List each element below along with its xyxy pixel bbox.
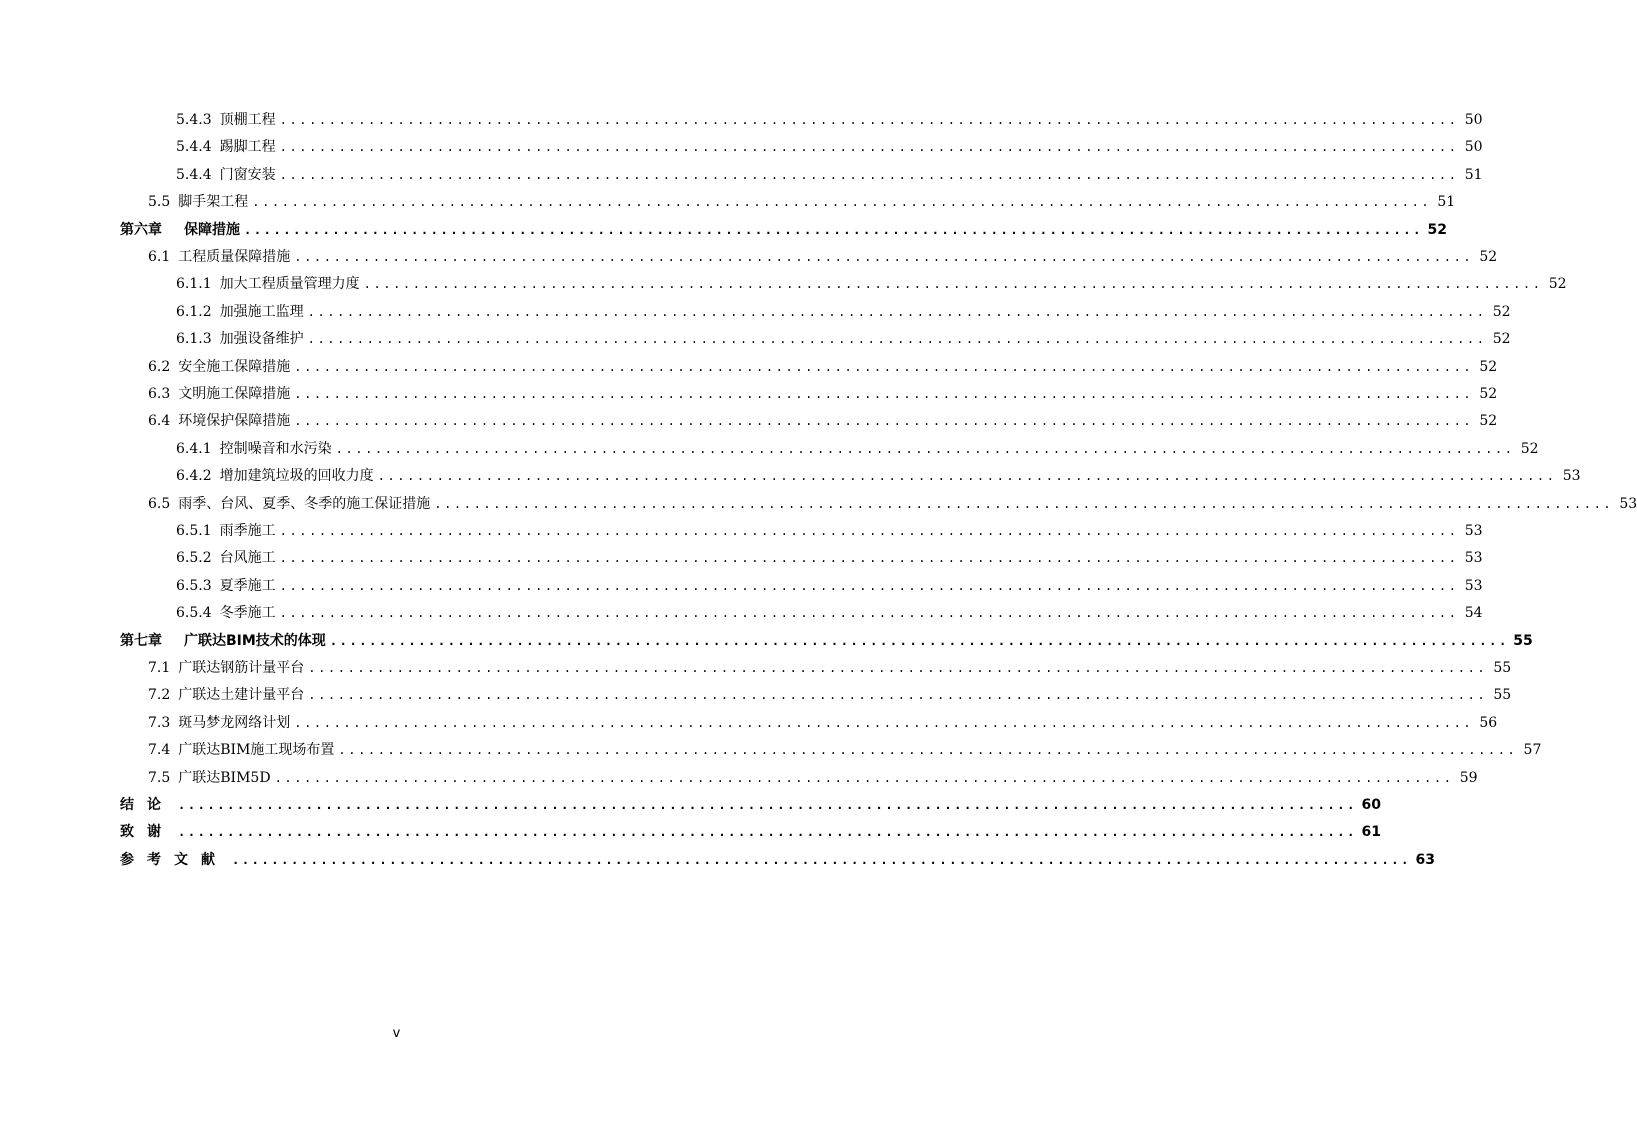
toc-entry-page: 53 <box>1464 523 1483 539</box>
toc-entry-page: 63 <box>1415 851 1435 868</box>
toc-dot-leader: ........................................................................................................................ <box>244 222 1423 237</box>
toc-entry-page: 55 <box>1493 660 1512 676</box>
toc-dot-leader: ........................................................................................................................ <box>279 551 1459 566</box>
toc-entry-page: 61 <box>1361 824 1381 841</box>
toc-entry-number: 6.1.3 <box>176 331 212 348</box>
toc-entry[interactable] <box>176 329 1511 349</box>
toc-entry-title: 踢脚工程 <box>219 139 276 156</box>
toc-dot-leader: ........................................................................................................................ <box>279 524 1459 538</box>
toc-entry-page: 52 <box>1479 386 1498 402</box>
toc-entry[interactable] <box>176 603 1483 623</box>
toc-entry-title: 广联达BIM施工现场布置 <box>178 742 335 759</box>
toc-entry-number: 第七章 <box>120 632 162 649</box>
toc-entry-number: 7.5 <box>148 769 171 786</box>
toc-entry-page: 59 <box>1459 769 1478 786</box>
toc-dot-leader: ........................................................................................................................ <box>178 798 1357 812</box>
toc-entry-number: 7.3 <box>148 714 171 731</box>
toc-entry-page: 52 <box>1548 276 1567 293</box>
toc-entry[interactable] <box>148 384 1498 404</box>
toc-dot-leader: ........................................................................................................................ <box>252 195 1432 210</box>
toc-entry[interactable] <box>148 658 1512 678</box>
toc-entry[interactable] <box>148 713 1498 733</box>
toc-entry-page: 52 <box>1520 440 1539 457</box>
toc-dot-leader: ........................................................................................................................ <box>308 661 1488 675</box>
toc-entry[interactable] <box>176 137 1483 157</box>
toc-entry[interactable] <box>176 165 1483 185</box>
toc-entry[interactable] <box>176 302 1511 322</box>
toc-dot-leader: ........................................................................................................................ <box>279 113 1459 127</box>
toc-entry-page: 57 <box>1523 742 1542 759</box>
toc-entry-title: 广联达土建计量平台 <box>178 687 305 704</box>
toc-entry[interactable] <box>148 192 1456 212</box>
toc-entry-title: 参考文献 <box>120 851 228 868</box>
toc-dot-leader: ........................................................................................................................ <box>279 167 1459 182</box>
toc-entry-page: 50 <box>1464 112 1483 128</box>
toc-entry-number: 6.5.1 <box>176 523 212 539</box>
toc-entry-number: 6.5.4 <box>176 605 212 622</box>
toc-entry[interactable] <box>148 357 1498 377</box>
toc-entry[interactable] <box>176 466 1581 486</box>
toc-entry-title: 广联达BIM技术的体现 <box>184 632 326 649</box>
toc-dot-leader: ........................................................................................................................ <box>279 578 1459 593</box>
toc-entry-number: 7.2 <box>148 687 171 704</box>
toc-entry-title: 增加建筑垃圾的回收力度 <box>219 468 374 485</box>
toc-entry-page: 60 <box>1361 797 1381 813</box>
toc-entry-title: 加强设备维护 <box>219 331 304 348</box>
toc-entry-title: 雨季施工 <box>219 523 276 539</box>
toc-entry[interactable] <box>120 631 1533 651</box>
toc-entry-page: 55 <box>1513 632 1533 649</box>
toc-entry-number: 6.3 <box>148 386 171 402</box>
toc-dot-leader: ........................................................................................................................ <box>307 304 1487 319</box>
toc-entry[interactable] <box>176 274 1567 294</box>
toc-entry-page: 51 <box>1437 194 1456 211</box>
toc-entry-title: 安全施工保障措施 <box>178 358 291 375</box>
toc-entry-title: 广联达钢筋计量平台 <box>178 660 305 676</box>
toc-entry-page: 52 <box>1479 358 1498 375</box>
toc-entry-page: 55 <box>1493 687 1512 704</box>
toc-entry-title: 门窗安装 <box>219 166 276 183</box>
toc-entry-number: 6.4 <box>148 413 171 430</box>
toc-entry-number: 6.4.1 <box>176 440 212 457</box>
toc-entry-title: 保障措施 <box>184 221 240 238</box>
page-number: v <box>392 1026 401 1041</box>
toc-entry-number: 6.1.2 <box>176 303 212 320</box>
toc-entry[interactable] <box>120 220 1447 240</box>
toc-entry[interactable] <box>148 247 1498 267</box>
toc-entry-page: 50 <box>1464 139 1483 156</box>
toc-entry[interactable] <box>120 822 1381 842</box>
toc-dot-leader: ........................................................................................................................ <box>335 441 1515 456</box>
toc-dot-leader: ........................................................................................................................ <box>279 140 1459 155</box>
toc-entry-number: 6.5.3 <box>176 577 212 594</box>
toc-entry-number: 7.1 <box>148 660 171 676</box>
toc-entry-number: 7.4 <box>148 742 171 759</box>
toc-entry-number: 6.1.1 <box>176 276 212 293</box>
toc-entry-page: 56 <box>1479 714 1498 731</box>
toc-entry-title: 控制噪音和水污染 <box>219 440 332 457</box>
toc-entry[interactable] <box>148 494 1637 514</box>
toc-entry-number: 6.2 <box>148 358 171 375</box>
toc-dot-leader: ........................................................................................................................ <box>434 496 1614 511</box>
toc-entry-number: 5.4.4 <box>176 166 212 183</box>
toc-dot-leader: ........................................................................................................................ <box>294 414 1474 429</box>
toc-entry-page: 52 <box>1479 413 1498 430</box>
toc-entry-page: 54 <box>1464 605 1483 622</box>
toc-entry-page: 53 <box>1619 495 1637 512</box>
toc-entry-number: 6.5 <box>148 495 171 512</box>
toc-entry-page: 52 <box>1479 249 1498 265</box>
toc-dot-leader: ........................................................................................................................ <box>279 606 1459 621</box>
toc-dot-leader: ........................................................................................................................ <box>294 387 1474 401</box>
toc-entry-title: 致谢 <box>120 824 174 841</box>
toc-dot-leader: ........................................................................................................................ <box>294 359 1474 374</box>
toc-entry-title: 结论 <box>120 797 174 813</box>
toc-dot-leader: ........................................................................................................................ <box>178 825 1357 840</box>
toc-dot-leader: ........................................................................................................................ <box>232 852 1411 867</box>
toc-dot-leader: ........................................................................................................................ <box>377 469 1557 484</box>
toc-entry[interactable] <box>120 850 1435 870</box>
toc-entry-page: 53 <box>1464 550 1483 567</box>
toc-entry-title: 文明施工保障措施 <box>178 386 291 402</box>
toc-entry-title: 冬季施工 <box>219 605 276 622</box>
toc-entry[interactable] <box>176 110 1483 130</box>
toc-entry-number: 第六章 <box>120 221 162 238</box>
toc-entry[interactable] <box>120 795 1381 815</box>
toc-entry-page: 52 <box>1427 221 1447 238</box>
toc-entry-title: 加强施工监理 <box>219 303 304 320</box>
toc-entry[interactable] <box>148 740 1542 760</box>
toc-entry-title: 斑马梦龙网络计划 <box>178 714 291 731</box>
toc-entry-title: 加大工程质量管理力度 <box>219 276 360 293</box>
toc-dot-leader: ........................................................................................................................ <box>363 277 1543 292</box>
toc-entry-number: 5.5 <box>148 194 171 211</box>
toc-dot-leader: ........................................................................................................................ <box>294 250 1474 264</box>
toc-entry[interactable] <box>176 548 1483 568</box>
toc-entry-number: 5.4.3 <box>176 112 212 128</box>
toc-entry-page: 52 <box>1492 331 1511 348</box>
toc-entry[interactable] <box>148 768 1478 788</box>
toc-entry-number: 6.4.2 <box>176 468 212 485</box>
toc-entry-number: 6.5.2 <box>176 550 212 567</box>
toc-entry-page: 53 <box>1464 577 1483 594</box>
toc-dot-leader: ........................................................................................................................ <box>307 332 1487 347</box>
toc-entry-title: 雨季、台风、夏季、冬季的施工保证措施 <box>178 495 431 512</box>
toc-entry-page: 53 <box>1562 468 1581 485</box>
toc-entry-number: 5.4.4 <box>176 139 212 156</box>
toc-entry[interactable] <box>176 439 1539 459</box>
toc-entry[interactable] <box>148 411 1498 431</box>
toc-dot-leader: ........................................................................................................................ <box>329 633 1509 648</box>
toc-entry-title: 广联达BIM5D <box>178 769 271 786</box>
toc-entry[interactable] <box>176 576 1483 596</box>
toc-entry-number: 6.1 <box>148 249 171 265</box>
toc-entry-title: 环境保护保障措施 <box>178 413 291 430</box>
toc-entry[interactable] <box>176 521 1483 541</box>
toc-entry-title: 工程质量保障措施 <box>178 249 291 265</box>
toc-dot-leader: ........................................................................................................................ <box>274 770 1454 785</box>
toc-dot-leader: ........................................................................................................................ <box>338 743 1518 758</box>
toc-entry[interactable] <box>148 685 1512 705</box>
toc-dot-leader: ........................................................................................................................ <box>294 715 1474 730</box>
toc-entry-title: 顶棚工程 <box>219 112 276 128</box>
toc-entry-page: 52 <box>1492 303 1511 320</box>
toc-entry-title: 台风施工 <box>219 550 276 567</box>
toc-entry-title: 脚手架工程 <box>178 194 249 211</box>
toc-dot-leader: ........................................................................................................................ <box>308 688 1488 703</box>
toc-entry-page: 51 <box>1464 166 1483 183</box>
toc-entry-title: 夏季施工 <box>219 577 276 594</box>
